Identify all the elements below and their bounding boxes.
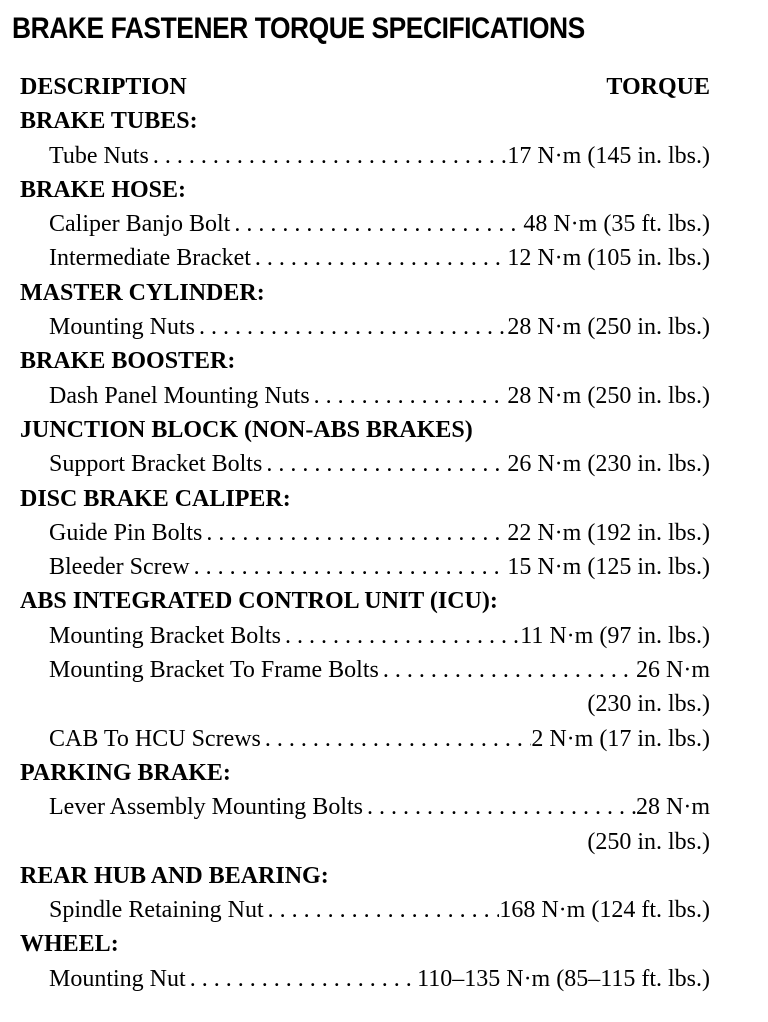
dot-leader bbox=[281, 619, 520, 653]
spec-torque-value: 26 N·m (230 in. lbs.) bbox=[507, 451, 710, 478]
spec-description: Bleeder Screw bbox=[49, 554, 190, 581]
torque-spec-table bbox=[20, 70, 710, 996]
spec-row bbox=[20, 516, 710, 550]
spec-row bbox=[20, 207, 710, 241]
section-heading: DISC BRAKE CALIPER: bbox=[20, 485, 291, 512]
section-heading: BRAKE BOOSTER: bbox=[20, 348, 236, 375]
spec-description: Lever Assembly Mounting Bolts bbox=[49, 794, 363, 821]
spec-torque-continuation: (230 in. lbs.) bbox=[587, 691, 710, 718]
section-heading: MASTER CYLINDER: bbox=[20, 279, 265, 306]
section-heading: ABS INTEGRATED CONTROL UNIT (ICU): bbox=[20, 588, 498, 615]
dot-leader bbox=[195, 310, 507, 344]
spec-row bbox=[20, 893, 710, 927]
section-heading: PARKING BRAKE: bbox=[20, 759, 231, 786]
spec-row bbox=[20, 962, 710, 996]
spec-description: Tube Nuts bbox=[49, 142, 149, 169]
spec-description: Caliper Banjo Bolt bbox=[49, 211, 231, 238]
spec-torque-value: 28 N·m (250 in. lbs.) bbox=[507, 314, 710, 341]
spec-torque-value: 17 N·m (145 in. lbs.) bbox=[507, 142, 710, 169]
description-column-header: DESCRIPTION bbox=[20, 74, 187, 100]
spec-torque-value: 12 N·m (105 in. lbs.) bbox=[507, 245, 710, 272]
dot-leader bbox=[264, 893, 500, 927]
section-heading: BRAKE TUBES: bbox=[20, 108, 198, 135]
dot-leader bbox=[251, 241, 507, 275]
spec-row bbox=[20, 241, 710, 275]
dot-leader bbox=[363, 790, 636, 824]
spec-description: Support Bracket Bolts bbox=[49, 451, 263, 478]
dot-leader bbox=[379, 653, 636, 687]
dot-leader bbox=[186, 962, 417, 996]
spec-torque-value: 22 N·m (192 in. lbs.) bbox=[507, 519, 710, 546]
spec-description: Mounting Nuts bbox=[49, 314, 196, 341]
spec-torque-value: 110–135 N·m (85–115 ft. lbs.) bbox=[417, 965, 710, 992]
torque-column-header: TORQUE bbox=[606, 74, 710, 100]
spec-row bbox=[20, 790, 710, 824]
spec-torque-value: 15 N·m (125 in. lbs.) bbox=[507, 554, 710, 581]
spec-torque-value: 48 N·m (35 ft. lbs.) bbox=[523, 211, 710, 238]
table-header bbox=[20, 70, 710, 104]
spec-description: Guide Pin Bolts bbox=[49, 519, 203, 546]
page-title: BRAKE FASTENER TORQUE SPECIFICATIONS bbox=[12, 12, 585, 45]
spec-torque-value: 28 N·m (250 in. lbs.) bbox=[507, 382, 710, 409]
spec-row bbox=[20, 619, 710, 653]
spec-row bbox=[20, 722, 710, 756]
spec-torque-value: 28 N·m bbox=[636, 794, 710, 821]
dot-leader bbox=[190, 550, 508, 584]
spec-row bbox=[20, 447, 710, 481]
spec-row bbox=[20, 653, 710, 687]
spec-torque-continuation: (250 in. lbs.) bbox=[587, 828, 710, 855]
dot-leader bbox=[149, 139, 508, 173]
dot-leader bbox=[262, 447, 507, 481]
spec-description: Mounting Bracket To Frame Bolts bbox=[49, 657, 379, 684]
spec-description: Dash Panel Mounting Nuts bbox=[49, 382, 310, 409]
spec-torque-value: 26 N·m bbox=[636, 657, 710, 684]
section-heading: BRAKE HOSE: bbox=[20, 176, 187, 203]
dot-leader bbox=[261, 722, 531, 756]
dot-leader bbox=[310, 379, 508, 413]
spec-description: Intermediate Bracket bbox=[49, 245, 251, 272]
spec-description: CAB To HCU Screws bbox=[49, 725, 261, 752]
section-heading: WHEEL: bbox=[20, 931, 119, 958]
spec-row bbox=[20, 139, 710, 173]
spec-row bbox=[20, 550, 710, 584]
spec-torque-value: 11 N·m (97 in. lbs.) bbox=[520, 622, 710, 649]
dot-leader bbox=[202, 516, 507, 550]
spec-description: Spindle Retaining Nut bbox=[49, 897, 264, 924]
spec-torque-value: 168 N·m (124 ft. lbs.) bbox=[499, 897, 710, 924]
spec-description: Mounting Bracket Bolts bbox=[49, 622, 281, 649]
dot-leader bbox=[230, 207, 523, 241]
spec-row bbox=[20, 379, 710, 413]
spec-row bbox=[20, 310, 710, 344]
section-heading: JUNCTION BLOCK (NON-ABS BRAKES) bbox=[20, 416, 473, 443]
spec-torque-value: 2 N·m (17 in. lbs.) bbox=[531, 725, 710, 752]
section-heading: REAR HUB AND BEARING: bbox=[20, 862, 329, 889]
spec-description: Mounting Nut bbox=[49, 965, 186, 992]
